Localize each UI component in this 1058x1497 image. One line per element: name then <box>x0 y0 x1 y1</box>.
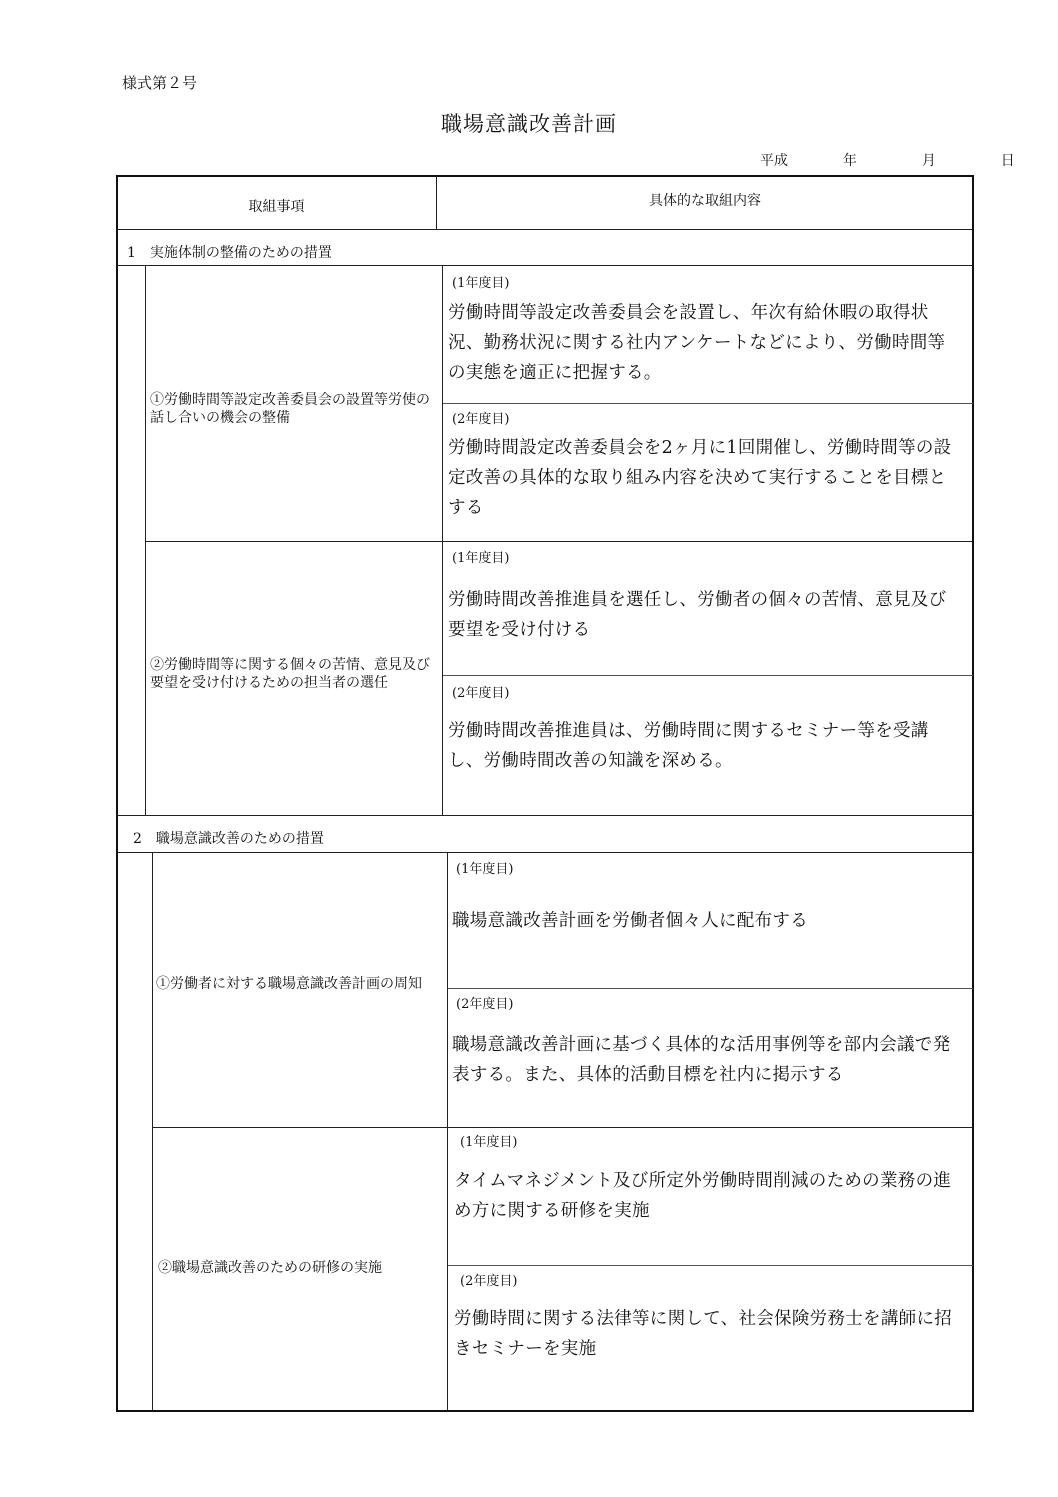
item-2-1-year-divider <box>448 988 973 989</box>
item-1-2-year-divider <box>443 675 973 676</box>
item-2-1-year1-text: 職場意識改善計画を労働者個々人に配布する <box>452 911 808 931</box>
item-1-1-year1-label: (1年度目) <box>452 276 510 291</box>
section-2-indent-line <box>152 852 153 1410</box>
header-col-content: 具体的な取組内容 <box>649 193 761 209</box>
item-2-2-year2-text: 労働時間に関する法律等に関して、社会保険労務士を講師に招きセミナーを実施 <box>454 1309 953 1359</box>
item-1-2-year2-label: (2年度目) <box>452 686 510 701</box>
page-title: 職場意識改善計画 <box>441 112 617 136</box>
item-2-2-year1-text: タイムマネジメント及び所定外労働時間削減のための業務の進め方に関する研修を実施 <box>454 1171 952 1221</box>
item-2-1-bottom-rule <box>153 1127 973 1128</box>
section-1-indent-line <box>145 265 146 815</box>
item-1-1-bottom-rule <box>146 541 973 542</box>
section-2-column-line <box>447 852 448 1410</box>
item-2-2-year2-label: (2年度目) <box>460 1274 518 1289</box>
section-2-rule <box>117 852 973 853</box>
item-2-1-year2-label: (2年度目) <box>456 997 514 1012</box>
item-1-1-year-divider <box>443 403 973 404</box>
item-2-1-year1-label: (1年度目) <box>456 862 514 877</box>
section-2-heading: 2 職場意識改善のための措置 <box>133 831 324 847</box>
date-month-unit: 月 <box>921 153 936 169</box>
date-line <box>760 150 1015 170</box>
item-1-1-year2-label: (2年度目) <box>452 412 510 427</box>
section-1-rule <box>117 265 973 266</box>
date-year-unit: 年 <box>842 153 857 169</box>
date-era: 平成 <box>760 153 788 169</box>
item-1-1-year1-text: 労働時間等設定改善委員会を設置し、年次有給休暇の取得状況、勤務状況に関する社内アンケートなどにより、労働時間等の実態を適正に把握する。 <box>448 303 946 383</box>
section-1-heading: 1 実施体制の整備のための措置 <box>127 245 332 261</box>
item-2-2-label: ②職場意識改善のための研修の実施 <box>158 1260 382 1276</box>
date-day-unit: 日 <box>1000 153 1015 169</box>
item-1-1-label: ①労働時間等設定改善委員会の設置等労使の話し合いの機会の整備 <box>150 392 430 426</box>
header-bottom-rule <box>117 229 973 230</box>
header-col-items: 取組事項 <box>248 199 305 215</box>
item-1-2-label: ②労働時間等に関する個々の苦情、意見及び要望を受け付けるための担当者の選任 <box>150 657 430 691</box>
section-1-column-line <box>442 265 443 815</box>
item-2-2-year-divider <box>448 1265 973 1266</box>
form-number: 様式第２号 <box>122 74 198 92</box>
item-1-2-year2-text: 労働時間改善推進員は、労働時間に関するセミナー等を受講し、労働時間改善の知識を深める。 <box>448 721 929 771</box>
item-2-2-year1-label: (1年度目) <box>460 1135 518 1150</box>
item-2-1-year2-text: 職場意識改善計画に基づく具体的な活用事例等を部内会議で発表する。また、具体的活動目標を社内に掲示する <box>452 1035 951 1085</box>
item-2-1-label: ①労働者に対する職場意識改善計画の周知 <box>156 976 422 992</box>
item-1-2-year1-label: (1年度目) <box>452 551 510 566</box>
item-1-1-year2-text: 労働時間設定改善委員会を2ヶ月に1回開催し、労働時間等の設定改善の具体的な取り組み内容を決めて実行することを目標とする <box>448 438 952 518</box>
section-2-top-rule <box>117 815 973 816</box>
item-1-2-year1-text: 労働時間改善推進員を選任し、労働者の個々の苦情、意見及び要望を受け付ける <box>448 590 947 640</box>
